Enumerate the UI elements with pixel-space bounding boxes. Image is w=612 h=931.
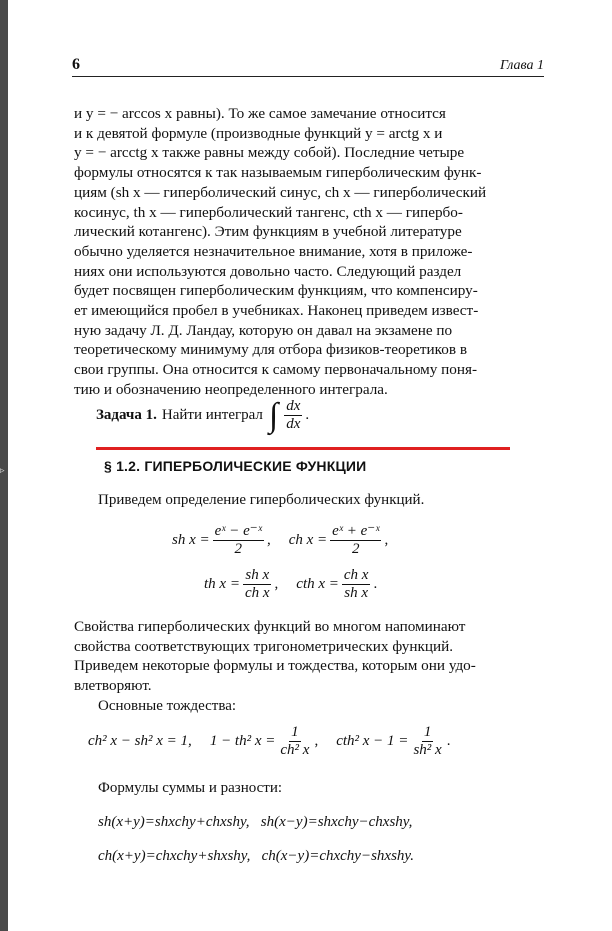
sum-formula-ch: ch(x+y)=chxchy+shxshy, ch(x−y)=chxchy−shxshy. <box>98 848 414 864</box>
formula-lhs: th x = <box>204 576 240 593</box>
formula-fraction <box>330 523 381 559</box>
red-underline <box>96 447 510 450</box>
fraction-denominator: sh x <box>344 585 369 602</box>
text-line: теоретическому минимуму для отбора физиков-теоретиков в <box>74 341 467 359</box>
integral-sign-icon: ∫ <box>268 396 279 434</box>
formula-lhs: sh x = <box>172 532 210 549</box>
formula-lhs: cth² x − 1 = <box>336 733 409 750</box>
formula-lhs: 1 − th² x = <box>209 733 276 750</box>
formula-lhs: cth x = <box>296 576 339 593</box>
problem-end: . <box>305 407 310 424</box>
text-line: y = − arcctg x также равны между собой). Последние четыре <box>74 144 465 162</box>
page-header <box>72 56 544 77</box>
sum-title: Формулы суммы и разности: <box>98 780 283 796</box>
fraction-numerator: dx <box>284 398 302 416</box>
fraction-numerator: ch x <box>342 567 371 585</box>
formula-end: . <box>373 576 378 593</box>
section-title: § 1.2. ГИПЕРБОЛИЧЕСКИЕ ФУНКЦИИ <box>104 458 367 474</box>
scroll-arrow-icon[interactable]: ▹ <box>0 466 5 476</box>
sum-formula-sh: sh(x+y)=shxchy+chxshy, sh(x−y)=shxchy−chxshy, <box>98 814 413 830</box>
formula-separator: , <box>266 532 271 549</box>
definition-intro: Приведем определение гиперболических функций. <box>98 492 425 508</box>
formula-separator: , <box>274 576 279 593</box>
fraction-numerator: 1 <box>422 724 434 742</box>
text-line: Приведем некоторые формулы и тождества, которым они удо- <box>74 657 476 675</box>
formula-end: . <box>446 733 451 750</box>
text-line: лический котангенс). Этим функциям в учебной литературе <box>74 223 462 241</box>
page-number: 6 <box>72 56 80 73</box>
fraction-denominator: ch x <box>244 585 270 602</box>
text-line: обычно уделяется незначительное внимание, хотя в приложе- <box>74 242 473 260</box>
formula-fraction <box>278 724 311 760</box>
text-line: влетворяют. <box>74 677 152 695</box>
text-line: Свойства гиперболических функций во многом напоминают <box>74 618 466 635</box>
chapter-title: Глава 1 <box>500 58 544 73</box>
text-line: формулы относятся к так называемым гиперболическим функ- <box>74 164 482 182</box>
formula-fraction <box>213 523 264 559</box>
fraction-numerator: 1 <box>289 724 301 742</box>
text-line: тию и обозначению неопределенного интеграла. <box>74 380 388 398</box>
fraction-denominator: ch² x <box>280 742 310 759</box>
formula-fraction <box>243 567 272 603</box>
problem-text: Найти интеграл <box>161 407 263 424</box>
text-line: ниях они используются довольно часто. Следующий раздел <box>74 262 462 280</box>
text-line: будет посвящен гиперболическим функциям, что компенсиру- <box>74 282 478 300</box>
text-line: свои группы. Она относится к самому первоначальному поня- <box>74 361 478 379</box>
integrand-fraction <box>284 398 302 434</box>
formula-separator: , <box>314 733 319 750</box>
text-line: ет имеющийся пробел в учебниках. Наконец приведем извест- <box>74 302 479 320</box>
text-line: косинус, th x — гиперболический тангенс, cth x — гипербо- <box>74 203 463 221</box>
problem-statement <box>96 398 309 434</box>
formula-lhs: ch x = <box>288 532 328 549</box>
problem-label: Задача 1. <box>96 407 157 424</box>
book-page <box>8 0 612 931</box>
fraction-numerator: eˣ − e⁻ˣ <box>213 523 264 541</box>
text-line: и y = − arccos x равны). То же самое замечание относится <box>74 105 446 122</box>
text-line: свойства соответствующих тригонометрических функций. <box>74 637 454 655</box>
formula-fraction <box>342 567 371 603</box>
formula-fraction <box>411 724 443 760</box>
intro-paragraph <box>74 104 539 400</box>
fraction-denominator: sh² x <box>413 742 442 759</box>
fraction-denominator: dx <box>286 416 301 433</box>
fraction-denominator: 2 <box>352 541 360 558</box>
text-line: циям (sh x — гиперболический синус, ch x — гиперболический <box>74 183 487 201</box>
identities-row <box>88 724 450 760</box>
fraction-denominator: 2 <box>234 541 243 558</box>
formula-row-sh-ch <box>172 523 388 559</box>
text-line: ную задачу Л. Д. Ландау, которую он давал на экзамене по <box>74 321 453 339</box>
properties-paragraph <box>74 617 539 696</box>
formula-separator: , <box>384 532 389 549</box>
identities-title: Основные тождества: <box>98 698 237 714</box>
fraction-numerator: eˣ + e⁻ˣ <box>330 523 381 541</box>
fraction-numerator: sh x <box>243 567 271 585</box>
text-line: и к девятой формуле (производные функций y = arctg x и <box>74 124 443 142</box>
identity-one: ch² x − sh² x = 1, <box>88 733 192 750</box>
formula-row-th-cth <box>204 567 377 603</box>
